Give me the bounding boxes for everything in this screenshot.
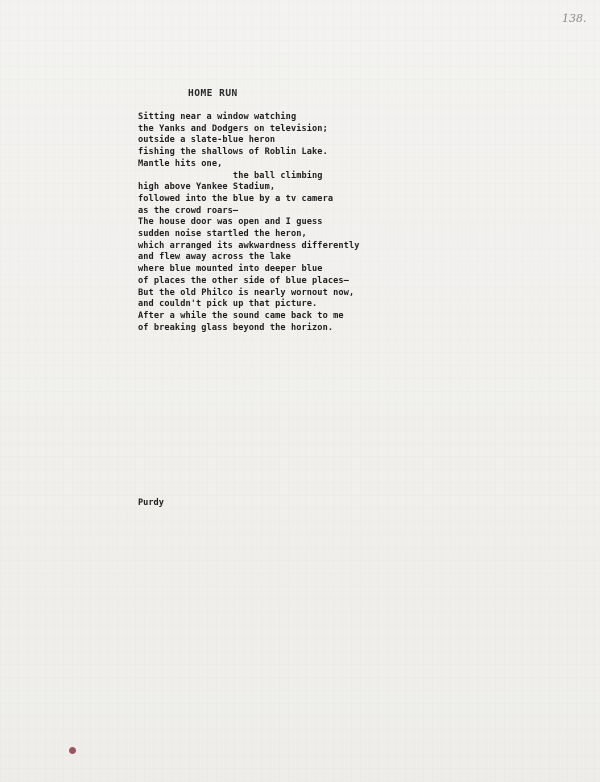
page-number: 138. [562, 12, 587, 25]
poem-line: followed into the blue by a tv camera [138, 193, 334, 204]
poem-line: But the old Philco is nearly wornout now, [138, 287, 355, 298]
poem-line: and couldn't pick up that picture. [138, 299, 318, 310]
poem-line: sudden noise startled the heron, [138, 229, 307, 240]
poem-line: as the crowd roars— [138, 205, 239, 216]
poem-line: fishing the shallows of Roblin Lake. [138, 147, 328, 158]
poem-line: and flew away across the lake [138, 252, 291, 263]
poem-line: Sitting near a window watching [138, 112, 297, 122]
poem-title: HOME RUN [188, 88, 238, 99]
poem-line: the ball climbing [138, 170, 323, 181]
poem-line: outside a slate-blue heron [138, 135, 276, 146]
poem-line: Mantle hits one, [138, 158, 223, 169]
poem-line: where blue mounted into deeper blue [138, 264, 323, 275]
poem-line: of places the other side of blue places— [138, 275, 349, 286]
ink-dot [69, 747, 76, 754]
poem-line: the Yanks and Dodgers on television; [138, 123, 328, 134]
poem-line: After a while the sound came back to me [138, 310, 344, 321]
poem-body [138, 112, 360, 334]
author-signature: Purdy [138, 498, 164, 508]
poem-line: The house door was open and I guess [138, 217, 323, 228]
poem-line: of breaking glass beyond the horizon. [138, 322, 334, 333]
poem-line: which arranged its awkwardness differently [138, 240, 360, 251]
poem-line: high above Yankee Stadium, [138, 182, 276, 193]
